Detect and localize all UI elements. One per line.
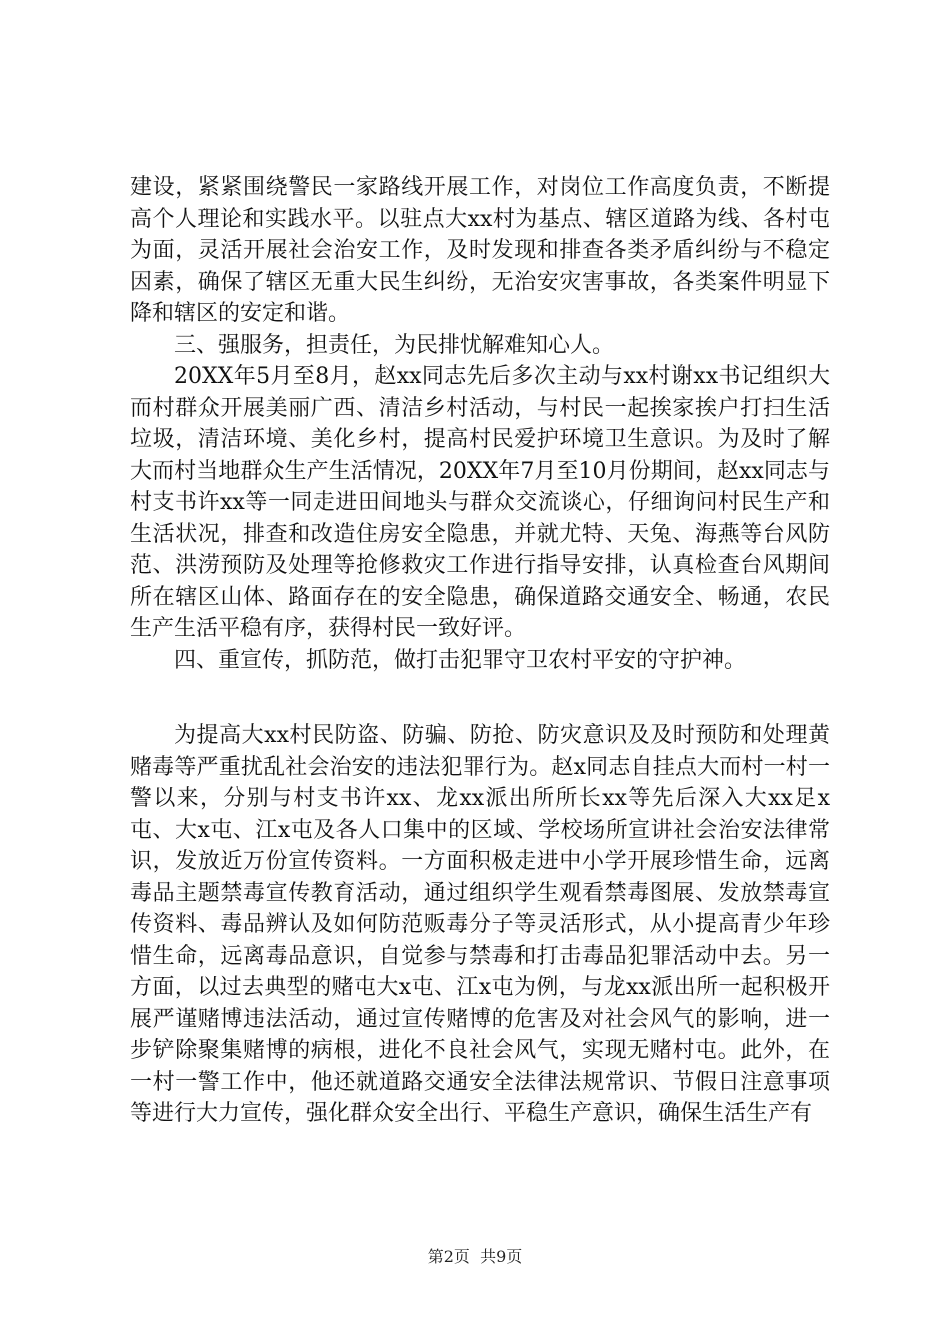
paragraph-service: 20XX年5月至8月，赵xx同志先后多次主动与xx村谢xx书记组织大而村群众开展美丽广西、清洁乡村活动，与村民一起挨家挨户打扫生活垃圾，清洁环境、美化乡村，提高村民爱护环境卫生意识。为及时了解大而村当地群众生产生活情况，20XX年7月至10月份期间，赵xx同志与村支书许xx等一同走进田间地头与群众交流谈心，仔细询问村民生产和生活状况，排查和改造住房安全隐患，并就尤特、天兔、海燕等台风防范、洪涝预防及处理等抢修救灾工作进行指导安排，认真检查台风期间所在辖区山体、路面存在的安全隐患，确保道路交通安全、畅通，农民生产生活平稳有序，获得村民一致好评。 (130, 364, 830, 641)
section-heading-three: 三、强服务，担责任，为民排忧解难知心人。 (174, 332, 615, 358)
page-number-footer: 第2页 共9页 (427, 1247, 523, 1266)
paragraph-continuation: 建设，紧紧围绕警民一家路线开展工作，对岗位工作高度负责，不断提高个人理论和实践水平。以驻点大xx村为基点、辖区道路为线、各村屯为面，灵活开展社会治安工作，及时发现和排查各类矛盾纠纷与不稳定因素，确保了辖区无重大民生纠纷，无治安灾害事故，各类案件明显下降和辖区的安定和谐。 (130, 175, 830, 326)
paragraph-publicity: 为提高大xx村民防盗、防骗、防抢、防灾意识及及时预防和处理黄赌毒等严重扰乱社会治安的违法犯罪行为。赵x同志自挂点大而村一村一警以来，分别与村支书许xx、龙xx派出所所长xx等先后深入大xx足x屯、大x屯、江x屯及各人口集中的区域、学校场所宣讲社会治安法律常识，发放近万份宣传资料。一方面积极走进中小学开展珍惜生命，远离毒品主题禁毒宣传教育活动，通过组织学生观看禁毒图展、发放禁毒宣传资料、毒品辨认及如何防范贩毒分子等灵活形式，从小提高青少年珍惜生命，远离毒品意识，自觉参与禁毒和打击毒品犯罪活动中去。另一方面，以过去典型的赌屯大x屯、江x屯为例，与龙xx派出所一起积极开展严谨赌博违法活动，通过宣传赌博的危害及对社会风气的影响，进一步铲除聚集赌博的病根，进化不良社会风气，实现无赌村屯。此外，在一村一警工作中，他还就道路交通安全法律法规常识、节假日注意事项等进行大力宣传，强化群众安全出行、平稳生产意识，确保生活生产有 (130, 723, 830, 1126)
body-text-top (130, 172, 830, 676)
section-heading-four: 四、重宣传，抓防范，做打击犯罪守卫农村平安的守护神。 (174, 647, 747, 673)
body-text-bottom (130, 720, 830, 1130)
